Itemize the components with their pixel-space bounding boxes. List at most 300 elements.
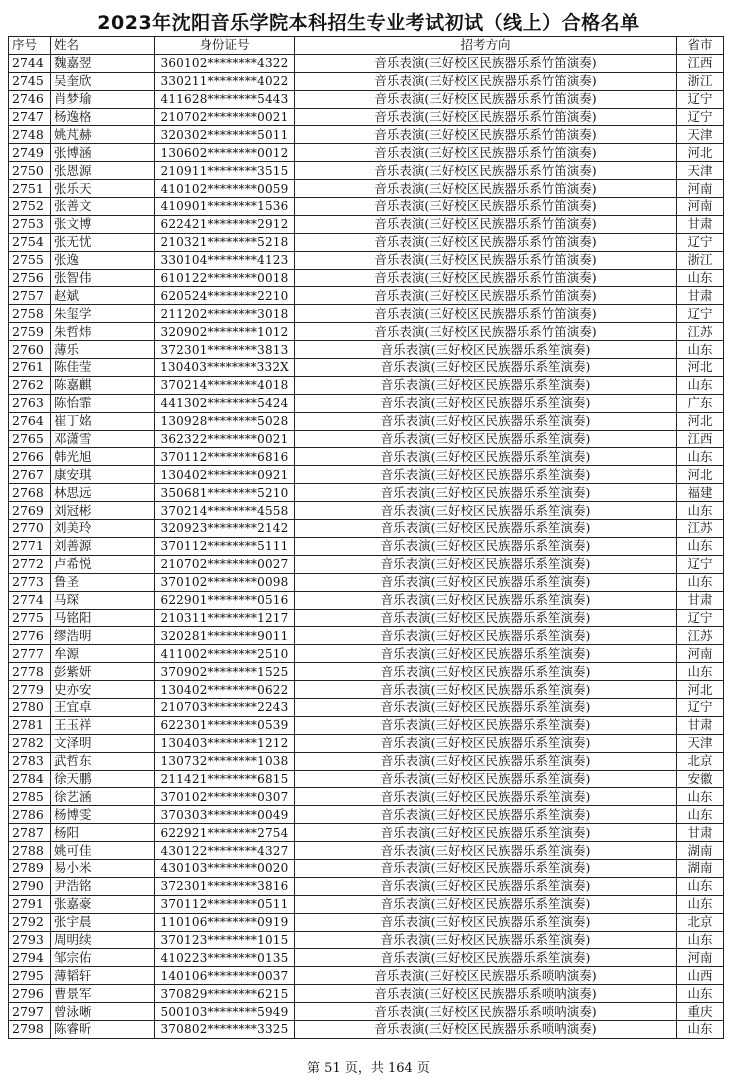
cell-province: 甘肃 [677,215,724,233]
cell-seq: 2763 [9,394,51,412]
cell-id: 140106********0037 [155,967,295,985]
cell-name: 韩光旭 [51,448,155,466]
table-row [9,1020,724,1038]
cell-direction: 音乐表演(三好校区民族器乐系笙演奏) [295,806,677,824]
cell-seq: 2796 [9,985,51,1003]
cell-direction: 音乐表演(三好校区民族器乐系竹笛演奏) [295,215,677,233]
cell-id: 320923********2142 [155,520,295,538]
table-row [9,609,724,627]
cell-province: 重庆 [677,1003,724,1021]
cell-direction: 音乐表演(三好校区民族器乐系竹笛演奏) [295,251,677,269]
cell-seq: 2784 [9,770,51,788]
cell-direction: 音乐表演(三好校区民族器乐系笙演奏) [295,734,677,752]
cell-id: 211421********6815 [155,770,295,788]
cell-province: 江西 [677,54,724,72]
cell-direction: 音乐表演(三好校区民族器乐系竹笛演奏) [295,108,677,126]
table-row [9,645,724,663]
table-row [9,573,724,591]
cell-direction: 音乐表演(三好校区民族器乐系竹笛演奏) [295,305,677,323]
cell-name: 张智伟 [51,269,155,287]
table-row [9,734,724,752]
cell-name: 张善文 [51,198,155,216]
cell-id: 130403********332X [155,359,295,377]
table-row [9,162,724,180]
cell-province: 山东 [677,448,724,466]
cell-name: 曹景军 [51,985,155,1003]
cell-province: 山东 [677,1020,724,1038]
cell-id: 430103********0020 [155,859,295,877]
cell-direction: 音乐表演(三好校区民族器乐系笙演奏) [295,412,677,430]
cell-id: 360102********4322 [155,54,295,72]
cell-id: 130732********1038 [155,752,295,770]
cell-seq: 2774 [9,591,51,609]
cell-id: 622901********0516 [155,591,295,609]
cell-seq: 2750 [9,162,51,180]
cell-direction: 音乐表演(三好校区民族器乐系竹笛演奏) [295,198,677,216]
table-row [9,251,724,269]
cell-direction: 音乐表演(三好校区民族器乐系竹笛演奏) [295,287,677,305]
cell-seq: 2765 [9,430,51,448]
cell-name: 张文博 [51,215,155,233]
cell-direction: 音乐表演(三好校区民族器乐系笙演奏) [295,663,677,681]
table-row [9,394,724,412]
cell-name: 朱哲炜 [51,323,155,341]
cell-direction: 音乐表演(三好校区民族器乐系笙演奏) [295,627,677,645]
cell-direction: 音乐表演(三好校区民族器乐系笙演奏) [295,376,677,394]
table-row [9,555,724,573]
cell-direction: 音乐表演(三好校区民族器乐系竹笛演奏) [295,90,677,108]
cell-seq: 2759 [9,323,51,341]
cell-province: 山东 [677,502,724,520]
cell-name: 吴奎欣 [51,72,155,90]
cell-province: 北京 [677,913,724,931]
cell-direction: 音乐表演(三好校区民族器乐系笙演奏) [295,573,677,591]
cell-id: 370123********1015 [155,931,295,949]
cell-name: 张嘉豪 [51,895,155,913]
cell-province: 甘肃 [677,287,724,305]
cell-id: 411628********5443 [155,90,295,108]
cell-seq: 2772 [9,555,51,573]
cell-seq: 2749 [9,144,51,162]
cell-seq: 2788 [9,842,51,860]
cell-province: 河北 [677,466,724,484]
cell-name: 曾泳晰 [51,1003,155,1021]
cell-id: 210321********5218 [155,233,295,251]
cell-seq: 2747 [9,108,51,126]
cell-direction: 音乐表演(三好校区民族器乐系竹笛演奏) [295,54,677,72]
cell-name: 马铭阳 [51,609,155,627]
cell-id: 362322********0021 [155,430,295,448]
cell-seq: 2752 [9,198,51,216]
cell-id: 210702********0021 [155,108,295,126]
cell-direction: 音乐表演(三好校区民族器乐系笙演奏) [295,520,677,538]
cell-province: 山西 [677,967,724,985]
table-row [9,180,724,198]
cell-direction: 音乐表演(三好校区民族器乐系笙演奏) [295,591,677,609]
table-row [9,198,724,216]
cell-direction: 音乐表演(三好校区民族器乐系笙演奏) [295,681,677,699]
cell-id: 370112********6816 [155,448,295,466]
cell-id: 410102********0059 [155,180,295,198]
cell-id: 330211********4022 [155,72,295,90]
cell-name: 薄乐 [51,341,155,359]
cell-direction: 音乐表演(三好校区民族器乐系竹笛演奏) [295,162,677,180]
cell-id: 370829********6215 [155,985,295,1003]
cell-id: 370102********0098 [155,573,295,591]
cell-province: 山东 [677,663,724,681]
cell-direction: 音乐表演(三好校区民族器乐系笙演奏) [295,842,677,860]
table-row [9,126,724,144]
cell-seq: 2786 [9,806,51,824]
cell-name: 陈嘉麒 [51,376,155,394]
cell-seq: 2768 [9,484,51,502]
cell-id: 320302********5011 [155,126,295,144]
cell-seq: 2764 [9,412,51,430]
cell-name: 张乐天 [51,180,155,198]
cell-id: 130403********1212 [155,734,295,752]
cell-seq: 2753 [9,215,51,233]
cell-direction: 音乐表演(三好校区民族器乐系笙演奏) [295,466,677,484]
table-row [9,484,724,502]
cell-province: 河南 [677,198,724,216]
cell-province: 河南 [677,645,724,663]
cell-id: 370802********3325 [155,1020,295,1038]
cell-name: 肖梦瑜 [51,90,155,108]
cell-id: 410223********0135 [155,949,295,967]
cell-direction: 音乐表演(三好校区民族器乐系笙演奏) [295,716,677,734]
table-row [9,913,724,931]
table-row [9,502,724,520]
cell-seq: 2798 [9,1020,51,1038]
cell-province: 天津 [677,126,724,144]
table-row [9,877,724,895]
cell-province: 山东 [677,573,724,591]
cell-name: 鲁圣 [51,573,155,591]
cell-seq: 2793 [9,931,51,949]
table-row [9,108,724,126]
table-row [9,716,724,734]
cell-province: 山东 [677,269,724,287]
cell-seq: 2746 [9,90,51,108]
table-row [9,627,724,645]
cell-name: 易小米 [51,859,155,877]
cell-name: 邹宗佑 [51,949,155,967]
cell-province: 山东 [677,985,724,1003]
cell-name: 林思远 [51,484,155,502]
cell-province: 江苏 [677,520,724,538]
table-row [9,233,724,251]
cell-seq: 2756 [9,269,51,287]
cell-id: 370303********0049 [155,806,295,824]
cell-seq: 2766 [9,448,51,466]
cell-direction: 音乐表演(三好校区民族器乐系笙演奏) [295,949,677,967]
table-row [9,931,724,949]
cell-name: 张博涵 [51,144,155,162]
cell-province: 天津 [677,162,724,180]
cell-name: 薄韬轩 [51,967,155,985]
table-row [9,967,724,985]
table-row [9,341,724,359]
cell-seq: 2745 [9,72,51,90]
cell-id: 500103********5949 [155,1003,295,1021]
cell-seq: 2776 [9,627,51,645]
cell-direction: 音乐表演(三好校区民族器乐系笙演奏) [295,645,677,663]
cell-province: 浙江 [677,72,724,90]
cell-province: 山东 [677,341,724,359]
cell-seq: 2783 [9,752,51,770]
cell-name: 张宇晨 [51,913,155,931]
cell-direction: 音乐表演(三好校区民族器乐系笙演奏) [295,788,677,806]
cell-province: 辽宁 [677,555,724,573]
cell-direction: 音乐表演(三好校区民族器乐系唢呐演奏) [295,1020,677,1038]
table-row [9,269,724,287]
cell-id: 210703********2243 [155,698,295,716]
cell-id: 110106********0919 [155,913,295,931]
cell-seq: 2761 [9,359,51,377]
header-direction: 招考方向 [295,37,677,55]
cell-id: 622421********2912 [155,215,295,233]
cell-province: 湖南 [677,842,724,860]
cell-direction: 音乐表演(三好校区民族器乐系笙演奏) [295,341,677,359]
cell-seq: 2785 [9,788,51,806]
table-row [9,752,724,770]
cell-name: 刘冠彬 [51,502,155,520]
cell-seq: 2751 [9,180,51,198]
cell-seq: 2777 [9,645,51,663]
cell-name: 文泽明 [51,734,155,752]
table-row [9,448,724,466]
cell-direction: 音乐表演(三好校区民族器乐系竹笛演奏) [295,72,677,90]
table-row [9,323,724,341]
cell-name: 陈睿昕 [51,1020,155,1038]
table-row [9,412,724,430]
cell-name: 张恩源 [51,162,155,180]
cell-direction: 音乐表演(三好校区民族器乐系笙演奏) [295,448,677,466]
cell-province: 山东 [677,931,724,949]
table-row [9,859,724,877]
table-row [9,215,724,233]
header-seq: 序号 [9,37,51,55]
cell-id: 370102********0307 [155,788,295,806]
cell-name: 尹浩铭 [51,877,155,895]
cell-name: 邓潇雪 [51,430,155,448]
table-row [9,663,724,681]
cell-id: 372301********3816 [155,877,295,895]
cell-direction: 音乐表演(三好校区民族器乐系竹笛演奏) [295,233,677,251]
cell-name: 崔丁姳 [51,412,155,430]
page-title: 2023年沈阳音乐学院本科招生专业考试初试（线上）合格名单 [97,12,640,34]
cell-id: 372301********3813 [155,341,295,359]
cell-id: 411002********2510 [155,645,295,663]
cell-province: 河北 [677,681,724,699]
cell-province: 辽宁 [677,233,724,251]
cell-name: 彭紫妍 [51,663,155,681]
cell-seq: 2790 [9,877,51,895]
cell-seq: 2794 [9,949,51,967]
cell-name: 徐艺涵 [51,788,155,806]
cell-province: 山东 [677,895,724,913]
cell-direction: 音乐表演(三好校区民族器乐系唢呐演奏) [295,985,677,1003]
cell-province: 北京 [677,752,724,770]
cell-name: 史亦安 [51,681,155,699]
cell-id: 130602********0012 [155,144,295,162]
table-row [9,430,724,448]
cell-direction: 音乐表演(三好校区民族器乐系笙演奏) [295,359,677,377]
cell-seq: 2795 [9,967,51,985]
table-row [9,842,724,860]
table-row [9,824,724,842]
cell-direction: 音乐表演(三好校区民族器乐系竹笛演奏) [295,269,677,287]
table-row [9,305,724,323]
cell-name: 牟源 [51,645,155,663]
cell-province: 辽宁 [677,305,724,323]
cell-seq: 2771 [9,537,51,555]
table-row [9,806,724,824]
cell-name: 朱玺学 [51,305,155,323]
cell-direction: 音乐表演(三好校区民族器乐系笙演奏) [295,502,677,520]
cell-direction: 音乐表演(三好校区民族器乐系笙演奏) [295,931,677,949]
cell-id: 370112********0511 [155,895,295,913]
table-row [9,985,724,1003]
table-body [9,54,724,1038]
cell-seq: 2778 [9,663,51,681]
cell-seq: 2779 [9,681,51,699]
cell-province: 安徽 [677,770,724,788]
cell-name: 徐天鹏 [51,770,155,788]
cell-id: 430122********4327 [155,842,295,860]
cell-seq: 2780 [9,698,51,716]
cell-province: 江西 [677,430,724,448]
cell-seq: 2755 [9,251,51,269]
cell-id: 320902********1012 [155,323,295,341]
cell-name: 魏嘉翌 [51,54,155,72]
cell-province: 辽宁 [677,108,724,126]
cell-direction: 音乐表演(三好校区民族器乐系竹笛演奏) [295,180,677,198]
cell-province: 山东 [677,877,724,895]
cell-name: 缪浩明 [51,627,155,645]
cell-seq: 2748 [9,126,51,144]
cell-name: 姚芃赫 [51,126,155,144]
cell-direction: 音乐表演(三好校区民族器乐系笙演奏) [295,555,677,573]
cell-direction: 音乐表演(三好校区民族器乐系笙演奏) [295,913,677,931]
cell-province: 河北 [677,359,724,377]
cell-name: 陈怡霏 [51,394,155,412]
cell-id: 130928********5028 [155,412,295,430]
cell-province: 河北 [677,144,724,162]
table-row [9,1003,724,1021]
cell-seq: 2770 [9,520,51,538]
cell-seq: 2744 [9,54,51,72]
cell-province: 福建 [677,484,724,502]
cell-name: 康安琪 [51,466,155,484]
cell-seq: 2758 [9,305,51,323]
cell-id: 622921********2754 [155,824,295,842]
page-footer: 第 51 页，共 164 页 [307,1061,430,1076]
cell-province: 山东 [677,788,724,806]
table-row [9,949,724,967]
cell-name: 杨阳 [51,824,155,842]
cell-name: 赵斌 [51,287,155,305]
cell-name: 武哲东 [51,752,155,770]
table-row [9,144,724,162]
cell-name: 刘美玲 [51,520,155,538]
table-row [9,591,724,609]
table-row [9,54,724,72]
cell-id: 350681********5210 [155,484,295,502]
cell-seq: 2769 [9,502,51,520]
table-row [9,287,724,305]
cell-seq: 2781 [9,716,51,734]
cell-direction: 音乐表演(三好校区民族器乐系笙演奏) [295,430,677,448]
cell-name: 张逸 [51,251,155,269]
header-name: 姓名 [51,37,155,55]
cell-id: 130402********0622 [155,681,295,699]
cell-direction: 音乐表演(三好校区民族器乐系竹笛演奏) [295,323,677,341]
cell-province: 广东 [677,394,724,412]
cell-seq: 2757 [9,287,51,305]
cell-direction: 音乐表演(三好校区民族器乐系笙演奏) [295,859,677,877]
table-row [9,681,724,699]
table-row [9,72,724,90]
cell-province: 天津 [677,734,724,752]
header-id: 身份证号 [155,37,295,55]
cell-name: 王宜卓 [51,698,155,716]
cell-id: 330104********4123 [155,251,295,269]
cell-province: 江苏 [677,323,724,341]
cell-province: 江苏 [677,627,724,645]
cell-name: 杨博雯 [51,806,155,824]
cell-name: 周明续 [51,931,155,949]
table-row [9,788,724,806]
cell-province: 湖南 [677,859,724,877]
cell-name: 王玉祥 [51,716,155,734]
cell-name: 张无忧 [51,233,155,251]
cell-province: 河南 [677,949,724,967]
cell-id: 441302********5424 [155,394,295,412]
cell-id: 410901********1536 [155,198,295,216]
cell-direction: 音乐表演(三好校区民族器乐系笙演奏) [295,609,677,627]
cell-province: 甘肃 [677,716,724,734]
cell-province: 山东 [677,537,724,555]
cell-id: 210702********0027 [155,555,295,573]
cell-id: 610122********0018 [155,269,295,287]
admission-list-table [8,36,724,1039]
table-row [9,466,724,484]
cell-direction: 音乐表演(三好校区民族器乐系竹笛演奏) [295,144,677,162]
cell-id: 320281********9011 [155,627,295,645]
table-row [9,90,724,108]
table-row [9,698,724,716]
cell-province: 甘肃 [677,591,724,609]
cell-id: 370214********4018 [155,376,295,394]
table-row [9,376,724,394]
cell-province: 河北 [677,412,724,430]
cell-direction: 音乐表演(三好校区民族器乐系笙演奏) [295,394,677,412]
table-row [9,895,724,913]
cell-direction: 音乐表演(三好校区民族器乐系笙演奏) [295,824,677,842]
cell-province: 甘肃 [677,824,724,842]
cell-province: 河南 [677,180,724,198]
cell-direction: 音乐表演(三好校区民族器乐系笙演奏) [295,537,677,555]
table-row [9,520,724,538]
cell-name: 马琛 [51,591,155,609]
cell-province: 辽宁 [677,609,724,627]
cell-direction: 音乐表演(三好校区民族器乐系笙演奏) [295,752,677,770]
cell-name: 杨逸格 [51,108,155,126]
cell-direction: 音乐表演(三好校区民族器乐系笙演奏) [295,877,677,895]
cell-direction: 音乐表演(三好校区民族器乐系笙演奏) [295,484,677,502]
cell-id: 130402********0921 [155,466,295,484]
